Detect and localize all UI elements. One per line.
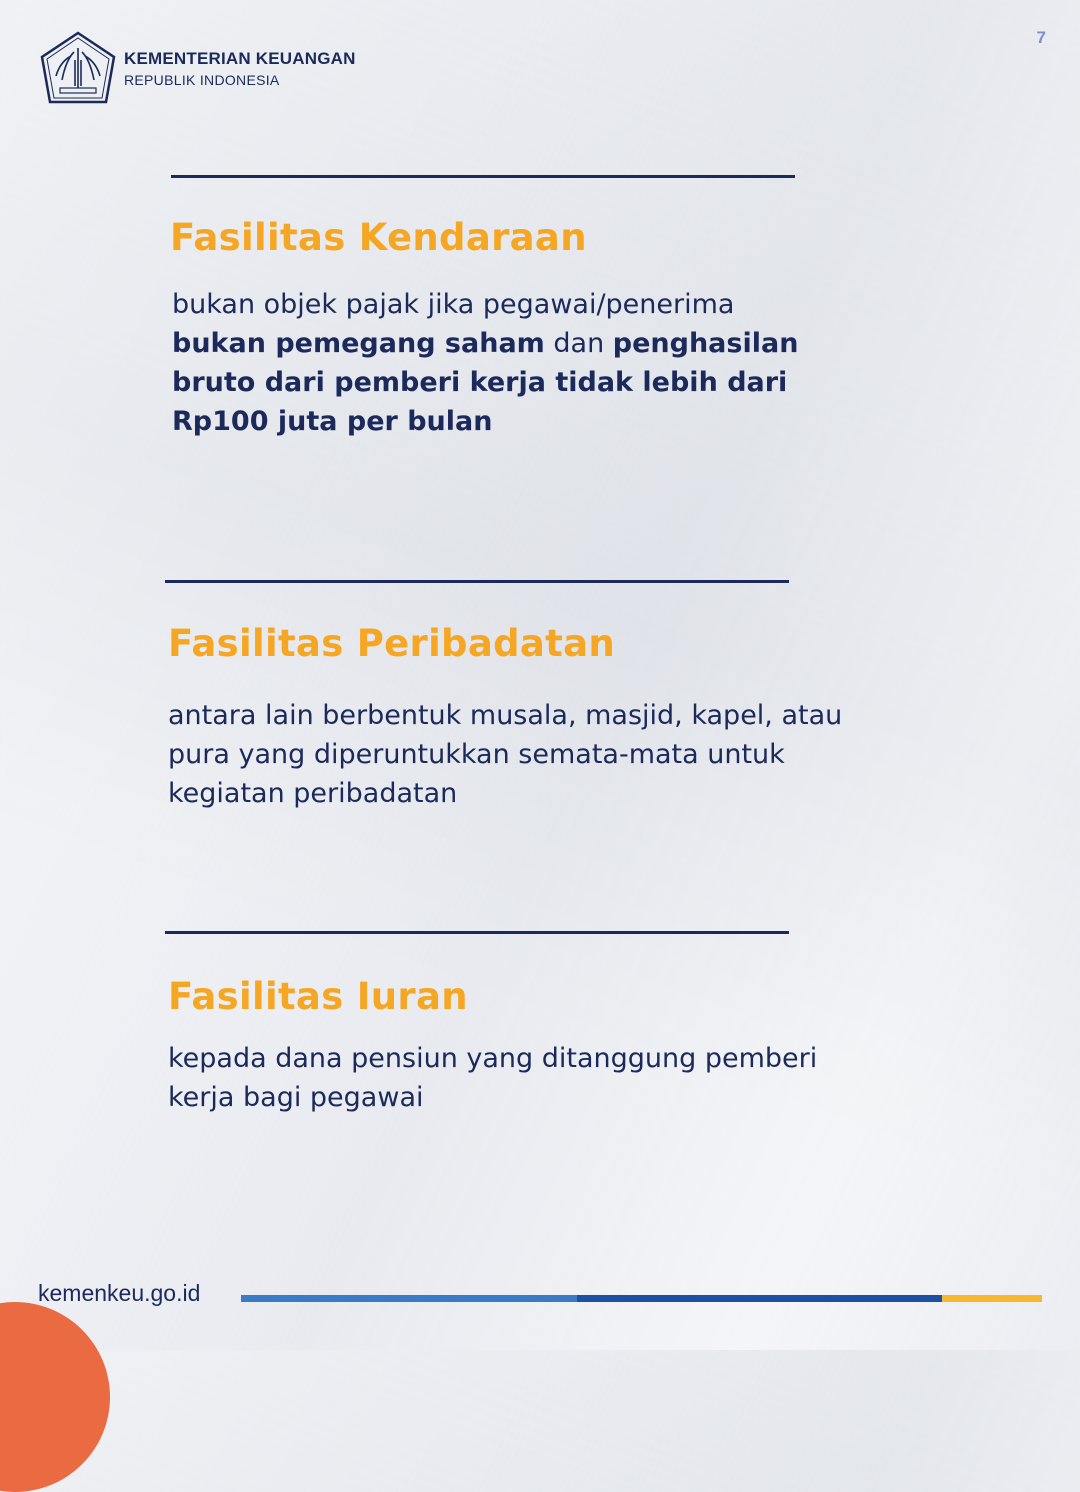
section-heading: Fasilitas Kendaraan xyxy=(170,216,587,259)
section-heading: Fasilitas Iuran xyxy=(168,975,468,1018)
body-text-part: dan xyxy=(544,328,613,359)
body-text-bold: bukan pemegang saham xyxy=(172,328,545,359)
footer-bar-light-blue xyxy=(241,1295,577,1302)
section-divider xyxy=(165,931,789,934)
section-body: kepada dana pensiun yang ditanggung pemberi kerja bagi pegawai xyxy=(168,1043,818,1113)
body-text-bold: penghasilan bruto dari pemberi kerja tidak lebih dari Rp100 juta per bulan xyxy=(172,328,799,437)
section-divider xyxy=(165,580,789,583)
kemenkeu-logo xyxy=(38,30,356,106)
org-subtitle: REPUBLIK INDONESIA xyxy=(124,71,280,88)
section-divider xyxy=(171,175,795,178)
body-text-part: bukan objek pajak jika pegawai/penerima xyxy=(172,289,735,320)
org-title: KEMENTERIAN KEUANGAN xyxy=(124,48,356,68)
footer-bar-dark-blue xyxy=(577,1295,942,1302)
section-heading: Fasilitas Peribadatan xyxy=(168,622,616,665)
corner-decoration xyxy=(0,1302,110,1492)
footer-url: kemenkeu.go.id xyxy=(38,1280,201,1306)
section-body: antara lain berbentuk musala, masjid, kapel, atau pura yang diperuntukkan semata-mata untuk kegiatan peribadatan xyxy=(168,700,843,809)
section-body xyxy=(172,285,812,441)
page-number: 7 xyxy=(1036,28,1046,47)
kemenkeu-emblem-icon xyxy=(38,30,118,106)
footer-bar-yellow xyxy=(942,1295,1042,1302)
